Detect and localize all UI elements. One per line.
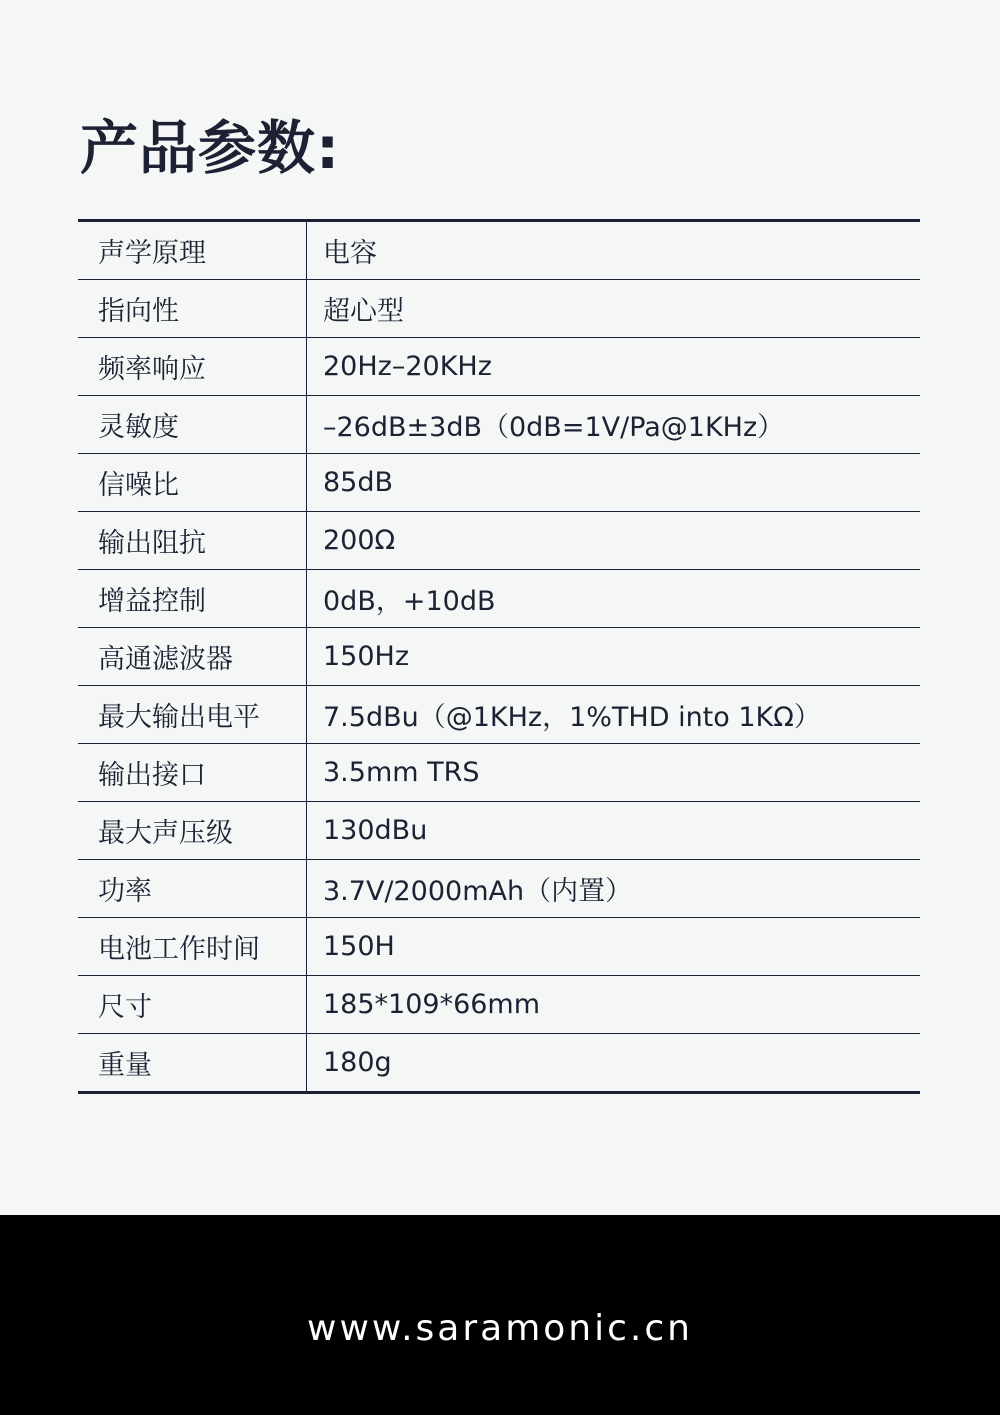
table-row xyxy=(78,454,920,512)
spec-label: 指向性 xyxy=(78,280,307,338)
spec-value: 20Hz–20KHz xyxy=(307,338,921,396)
website-url: www.saramonic.cn xyxy=(307,1308,693,1349)
spec-label: 输出接口 xyxy=(78,744,307,802)
spec-label: 增益控制 xyxy=(78,570,307,628)
table-row xyxy=(78,1034,920,1093)
table-row xyxy=(78,860,920,918)
spec-value: 150H xyxy=(307,918,921,976)
spec-label: 最大声压级 xyxy=(78,802,307,860)
table-row xyxy=(78,570,920,628)
spec-label: 灵敏度 xyxy=(78,396,307,454)
table-row xyxy=(78,686,920,744)
spec-value: 电容 xyxy=(307,221,921,280)
spec-value: 150Hz xyxy=(307,628,921,686)
table-row xyxy=(78,976,920,1034)
spec-value: 185*109*66mm xyxy=(307,976,921,1034)
spec-label: 声学原理 xyxy=(78,221,307,280)
spec-label: 功率 xyxy=(78,860,307,918)
spec-value: 200Ω xyxy=(307,512,921,570)
spec-label: 频率响应 xyxy=(78,338,307,396)
table-row xyxy=(78,512,920,570)
spec-value: 7.5dBu（@1KHz，1%THD into 1KΩ） xyxy=(307,686,921,744)
table-row xyxy=(78,221,920,280)
spec-label: 信噪比 xyxy=(78,454,307,512)
spec-value: 180g xyxy=(323,1047,392,1078)
table-row xyxy=(78,628,920,686)
table-row xyxy=(78,280,920,338)
spec-label: 输出阻抗 xyxy=(78,512,307,570)
table-row xyxy=(78,396,920,454)
spec-value: 3.7V/2000mAh（内置） xyxy=(307,860,921,918)
table-row xyxy=(78,744,920,802)
spec-table xyxy=(78,219,920,1094)
spec-label: 重量 xyxy=(78,1034,307,1093)
spec-value: 130dBu xyxy=(307,802,921,860)
spec-value: –26dB±3dB（0dB=1V/Pa@1KHz） xyxy=(307,396,921,454)
table-row xyxy=(78,338,920,396)
spec-value: 85dB xyxy=(307,454,921,512)
table-row xyxy=(78,918,920,976)
spec-value: 0dB，+10dB xyxy=(307,570,921,628)
spec-label: 高通滤波器 xyxy=(78,628,307,686)
footer-bar xyxy=(0,1215,1000,1415)
spec-value: 超心型 xyxy=(307,280,921,338)
spec-label: 电池工作时间 xyxy=(78,918,307,976)
page-title: 产品参数: xyxy=(80,114,341,182)
spec-label: 尺寸 xyxy=(78,976,307,1034)
table-row xyxy=(78,802,920,860)
spec-label: 最大输出电平 xyxy=(78,686,307,744)
spec-value: 3.5mm TRS xyxy=(307,744,921,802)
